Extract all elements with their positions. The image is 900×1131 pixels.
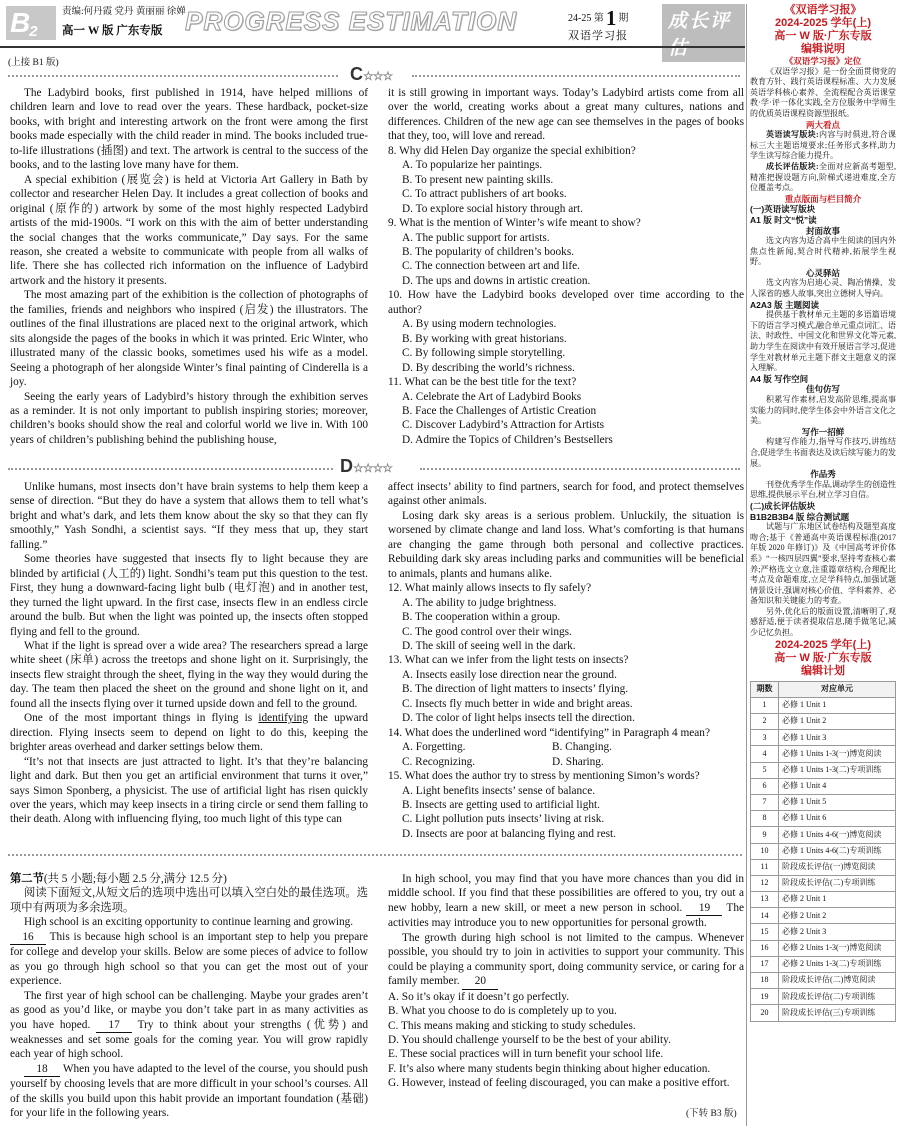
table-row xyxy=(751,956,896,972)
table-cell: 必修 1 Unit 4 xyxy=(779,778,896,794)
table-row xyxy=(751,892,896,908)
section-c-column-2 xyxy=(388,86,744,447)
sidebar: 《双语学习报》 2024-2025 学年(上) 高一 W 版·广东专版 编辑说明 《双语学习报》定位 《双语学习报》是一份全面贯彻党的教育方针、践行英语课程标准、大力发展英语学科核心素养、全流程配合英语课堂教·学·评一体化实践,全方位服务中学师生的优质英语课程资源型报纸。 两大看点 英语读写版块:内容与时俱进,符合课标三大主题语境要求;任务形式多样,助力学生读写综合能力提升。 成长评估版块:全面对应新高考题型,精准把握设题方向,阶梯式递进难度,全方位覆盖考点。 重点版面与栏目简介 (一)英语读写版块 A1 版 时文“悦”读 封面故事 选文内容为适合高中生阅读的国内外焦点性新闻,契合时代精神,拓展学生视野。 心灵驿站 选文内容为启迪心灵、陶冶情操、发人深省的感人故事,突出立德树人导向。 A2A3 版 主题阅读 提供基于教材单元主题的多语篇语境下的语言学习模式,融合单元重点词汇、语法、时政性、中国文化和世界文化等元素,助力学生在阅读中有效开展语言学习,促进学生对教材单元主题下群文主题意义的深入理解。 A4 版 写作空间 佳句仿写 积累写作素材,启发高阶思维,提高事实能力的同时,使学生体会中外语言文化之美。 写作一招鲜 构建写作能力,指导写作技巧,讲练结合,促进学生书面表达及读后续写能力的发展。 作品秀 刊登优秀学生作品,调动学生的创造性思维,提供展示平台,树立学习自信。 (二)成长评估版块 B1B2B3B4 版 综合测试题 试题与广东地区试卷结构及题型高度吻合;基于《普通高中英语课程标准(2017 年版 2020 年修订)》及《中国高考评价体系》“一核四层四翼”要求,坚持考查核心素养;严格选文立意,注重篇章结构,合理配比考点及命题难度,立足学科特点,加强试题情景设计,强调对核心价值、学科素养、必备知识和关键能力的考查。 另外,优化后的版面设置,清晰明了,观感舒适,便于读者提取信息,随手做笔记,减少记忆负担。 2024-2025 学年(上) 高一 W 版·广东专版 编辑计划 期数 对应单元 1 必修 1 Unit 1 2 必修 1 Unit 2 3 必修 1 Unit 3 4 必修 1 Units 1-3(一)博览阅读 5 必修 1 Units 1-3(二)专项训练 6 必修 1 Unit 4 7 必修 1 Unit 5 8 必修 1 Unit 6 9 必修 1 Units 4-6(一)博览阅读 10 必修 1 Units 4-6(二)专项训练 11 阶段成长评估(一)博览阅读 12 阶段成长评估(二)专项训练 13 必修 2 Unit 1 14 必修 2 Unit 2 15 必修 2 Unit 3 16 必修 2 Units 1-3(一)博览阅读 17 必修 2 Units 1-3(二)专项训练 18 阶段成长评估(二)博览阅读 19 阶段成长评估(二)专项训练 20 阶段成长评估(三)专项训练 xyxy=(750,4,896,1022)
table-cell: 18 xyxy=(751,973,779,989)
table-cell: 13 xyxy=(751,892,779,908)
brand-title: PROGRESS ESTIMATION xyxy=(185,6,517,36)
edition-label: 高一 W 版 广东专版 xyxy=(62,25,163,37)
table-cell: 15 xyxy=(751,924,779,940)
table-row xyxy=(751,1005,896,1021)
table-cell: 11 xyxy=(751,859,779,875)
table-cell: 必修 2 Units 1-3(二)专项训练 xyxy=(779,956,896,972)
table-row xyxy=(751,924,896,940)
part2-column-1 xyxy=(10,872,368,1121)
answer-option: B. The popularity of children’s books. xyxy=(402,245,575,258)
blank-16: 16 xyxy=(10,930,46,945)
gap-option: C. This means making and sticking to study schedules. xyxy=(388,1019,636,1032)
paragraph: it is still growing in important ways. Today’s Ladybird artists come from all over the world, creating works about a great many cultures, nations and differences. Children of the new age can see themselves in the pages of books that they, too, will love and reread. xyxy=(388,87,744,143)
answer-option: D. Sharing. xyxy=(552,755,604,768)
question-stem: 9. What is the mention of Winter’s wife meant to show? xyxy=(388,217,641,230)
paragraph: A special exhibition (展览会) is held at Victoria Art Gallery in Bath by collector and researcher Helen Day. It includes a great collection of books and original (原作的) artwork by some of the most highly respected Ladybird artists of the mid-1900s. “I work on this with the aim of better understanding the social changes that the works communicate,” Day says. For the same reason, she created a website to communicate with people from all walks of life. There she has collected rich information on the influence of Ladybird artwork and the history it presents. xyxy=(10,173,368,287)
paragraph: 16 This is because high school is an important step to help you prepare for college and develop your skills. Below are some pieces of advice to follow as you go through high school so that you can get the most out of your experience. xyxy=(10,930,368,988)
table-row xyxy=(751,730,896,746)
question-stem: 15. What does the author try to stress by mentioning Simon’s words? xyxy=(388,770,700,783)
editor-credit: 责编:何丹霞 党丹 黄丽丽 徐婵 xyxy=(62,7,186,17)
paragraph: Unlike humans, most insects don’t have brain systems to help them keep a sense of direction. “But they do have a system that allows them to tell what’s bright and what’s dark, and lets them know about the sky so that they can fly smoothly,” Yash Sondhi, a scientist says. “If they mess that up, they start falling.” xyxy=(10,481,368,551)
table-cell: 7 xyxy=(751,794,779,810)
table-row xyxy=(751,843,896,859)
blank-18: 18 xyxy=(24,1062,60,1077)
blank-17: 17 xyxy=(96,1018,132,1033)
table-cell: 1 xyxy=(751,697,779,713)
sidebar-notes-title: 编辑说明 xyxy=(801,43,845,55)
answer-option: C. The connection between art and life. xyxy=(402,260,580,273)
blank-19: 19 xyxy=(686,901,722,916)
table-row xyxy=(751,908,896,924)
plan-title: 编辑计划 xyxy=(801,664,845,677)
table-cell: 必修 2 Units 1-3(一)博览阅读 xyxy=(779,940,896,956)
table-cell: 必修 1 Units 4-6(一)博览阅读 xyxy=(779,827,896,843)
table-row xyxy=(751,762,896,778)
answer-option: A. Forgetting. xyxy=(402,741,466,754)
table-cell: 17 xyxy=(751,956,779,972)
answer-option: C. Discover Ladybird’s Attraction for Artists xyxy=(402,419,605,432)
blank-20: 20 xyxy=(462,974,498,989)
table-cell: 必修 1 Units 4-6(二)专项训练 xyxy=(779,843,896,859)
answer-option: D. The ups and downs in artistic creation. xyxy=(402,274,591,287)
table-cell: 阶段成长评估(二)博览阅读 xyxy=(779,973,896,989)
sidebar-text: 成长评估版块:全面对应新高考题型,精准把握设题方向,阶梯式递进难度,全方位覆盖考点。 xyxy=(750,161,897,193)
answer-option: C. Insects fly much better in wide and bright areas. xyxy=(402,697,633,710)
paragraph: One of the most important things in flying is identifying the upward direction. Flying insects seem to depend on light to do this, keeping the brighter areas overhead and darker settings below them. xyxy=(10,712,368,754)
table-cell: 3 xyxy=(751,730,779,746)
page-number-badge: $B_2$ xyxy=(6,6,56,40)
table-cell: 必修 1 Units 1-3(二)专项训练 xyxy=(779,762,896,778)
table-cell: 必修 2 Unit 2 xyxy=(779,908,896,924)
issue-info: 24-25 第1 期 双语学习报 xyxy=(568,6,629,42)
section-d-questions xyxy=(388,581,744,841)
answer-option: C. The good control over their wings. xyxy=(402,625,572,638)
divider xyxy=(8,468,333,470)
table-row xyxy=(751,827,896,843)
answer-option: A. Light benefits insects’ sense of balance. xyxy=(402,784,596,797)
gap-option: E. These social practices will in turn benefit your school life. xyxy=(388,1048,664,1061)
table-cell: 8 xyxy=(751,811,779,827)
answer-option-row xyxy=(388,755,744,769)
table-cell: 14 xyxy=(751,908,779,924)
paragraph: In high school, you may find that you have more chances than you did in middle school. If you find that these possibilities are offered to you, try out a new hobby, learn a new skill, or meet a new person in school. 19 The activities may introduce you to new opportunities for personal growth. xyxy=(388,873,744,930)
section-d-column-2 xyxy=(388,480,744,841)
question-stem: 11. What can be the best title for the text? xyxy=(388,376,577,389)
section-badge: 成长评估 xyxy=(662,4,745,62)
answer-option: A. The public support for artists. xyxy=(402,231,550,244)
section-c-questions xyxy=(388,144,744,448)
question-stem: 13. What can we infer from the light tests on insects? xyxy=(388,654,629,667)
sidebar-subtitle: 重点版面与栏目简介 xyxy=(784,193,862,204)
paragraph: affect insects’ ability to find partners, search for food, and protect themselves against other animals. xyxy=(388,481,744,508)
table-cell: 19 xyxy=(751,989,779,1005)
table-cell: 阶段成长评估(二)专项训练 xyxy=(779,989,896,1005)
plan-year: 2024-2025 学年(上) xyxy=(775,638,871,651)
paragraph: The first year of high school can be challenging. Maybe your grades aren’t as good as you’d like, or maybe you don’t take part in as many activities as you have hoped. 17 Try to think about your strengths (优势) and weaknesses and set some goals for the coming year. You will grow rapidly each year of high school. xyxy=(10,989,368,1061)
section-d-title: D☆☆☆☆ xyxy=(340,456,393,476)
paragraph: Some theories have suggested that insects fly to light because they are blinded by artificial (人工的) light. Sondhi’s team put this question to the test. First, they hung a downward-facing light bulb (电灯泡) and in another test, they turned the light upward. In the first case, insects flew in an endless circle around the bulb. But when the light was pointed up, the insects often stopped flying and fell to the ground. xyxy=(10,553,368,638)
sidebar-year: 2024-2025 学年(上) xyxy=(775,17,871,29)
answer-option: C. Recognizing. xyxy=(402,755,476,768)
paragraph: The Ladybird books, first published in 1914, have helped millions of children learn and love to read over the years. These hardback, pocket-size books, with bright and interesting artwork on the front were among the first books made especially with the child reader in mind. The books included true-to-life illustrations (插图) and text. The artwork is central to the success of the books, and to the lasting love many have for them. xyxy=(10,87,368,172)
table-cell: 必修 1 Unit 2 xyxy=(779,714,896,730)
answer-option: A. By using modern technologies. xyxy=(402,318,557,331)
table-row xyxy=(751,714,896,730)
table-cell: 必修 2 Unit 1 xyxy=(779,892,896,908)
table-cell: 阶段成长评估(三)专项训练 xyxy=(779,1005,896,1021)
answer-option: D. Admire the Topics of Children’s Bestsellers xyxy=(402,433,613,446)
answer-option: D. To explore social history through art. xyxy=(402,202,583,215)
answer-option: B. The cooperation within a group. xyxy=(402,611,561,624)
section-c-title: C☆☆☆ xyxy=(350,64,393,84)
question-stem: 12. What mainly allows insects to fly safely? xyxy=(388,582,592,595)
gap-option: B. What you choose to do is completely up to you. xyxy=(388,1005,617,1018)
table-cell: 必修 1 Unit 3 xyxy=(779,730,896,746)
table-cell: 9 xyxy=(751,827,779,843)
answer-option: C. To attract publishers of art books. xyxy=(402,188,567,201)
answer-option: A. Insects easily lose direction near the ground. xyxy=(402,668,617,681)
paragraph: What if the light is spread over a wide area? The researchers spread a large white sheet (床单) across the treetops and shone light on it. Surprisingly, the insects flew straight through the sheet, flying in the way they would during the day. The team then placed the sheet on the ground and shone light on it, and found all the insects flying over it turned upside down and fell to the ground. xyxy=(10,639,368,710)
divider xyxy=(8,854,742,856)
table-row xyxy=(751,778,896,794)
edit-plan-table xyxy=(750,681,896,1022)
answer-option: C. By following simple storytelling. xyxy=(402,347,566,360)
plan-edition: 高一 W 版·广东专版 xyxy=(774,651,872,664)
answer-option: B. To present new painting skills. xyxy=(402,173,554,186)
sidebar-edition: 高一 W 版·广东专版 xyxy=(774,30,872,42)
table-cell: 必修 1 Unit 6 xyxy=(779,811,896,827)
table-cell: 5 xyxy=(751,762,779,778)
answer-option: B. By working with great historians. xyxy=(402,332,567,345)
table-row xyxy=(751,875,896,891)
answer-option: A. Celebrate the Art of Ladybird Books xyxy=(402,390,582,403)
table-cell: 必修 1 Units 1-3(一)博览阅读 xyxy=(779,746,896,762)
sidebar-text: 《双语学习报》是一份全面贯彻党的教育方针、践行英语课程标准、大力发展英语学科核心素养、全流程配合英语课堂教·学·评一体化实践,全方位服务中学师生的优质英语课程资源型报纸。 xyxy=(750,66,896,118)
answer-option: B. Face the Challenges of Artistic Creation xyxy=(402,404,597,417)
header-rule xyxy=(0,46,745,48)
answer-option: B. Changing. xyxy=(552,741,612,754)
table-cell: 必修 1 Unit 1 xyxy=(779,697,896,713)
answer-option: B. Insects are getting used to artificial light. xyxy=(402,798,600,811)
divider xyxy=(420,468,740,470)
divider xyxy=(412,75,740,77)
question-stem: 10. How have the Ladybird books developed over time according to the author? xyxy=(388,289,744,316)
gap-option: D. You should challenge yourself to be the best of your ability. xyxy=(388,1033,671,1046)
paragraph: Seeing the early years of Ladybird’s history through the exhibition serves as a reminder. It is not only important to publish inspiring stories; moreover, children’s books should show the real and colorful world we live in. With 100 years of children’s publishing behind the publishing house, xyxy=(10,390,368,446)
underlined-word: identifying xyxy=(258,712,308,725)
sidebar-subtitle: 两大看点 xyxy=(805,119,840,130)
table-cell: 必修 2 Unit 3 xyxy=(779,924,896,940)
gap-option: A. So it’s okay if it doesn’t go perfectly. xyxy=(388,990,570,1003)
table-cell: 必修 1 Unit 5 xyxy=(779,794,896,810)
section-d-column-1 xyxy=(10,480,368,827)
answer-option: D. The color of light helps insects tell the direction. xyxy=(402,712,635,725)
paragraph: High school is an exciting opportunity to continue learning and growing. xyxy=(24,916,354,929)
paragraph: The growth during high school is not limited to the campus. Whenever possible, you should try to join in activities to support your community. This could be playing a community sport, doing community service, or caring for a family member. 20 xyxy=(388,931,744,990)
table-row xyxy=(751,811,896,827)
continued-to: (下转 B3 版) xyxy=(686,1109,737,1119)
table-cell: 6 xyxy=(751,778,779,794)
table-row xyxy=(751,794,896,810)
part2-heading: 第二节(共 5 小题;每小题 2.5 分,满分 12.5 分) xyxy=(10,873,227,885)
table-row xyxy=(751,973,896,989)
section-c-column-1 xyxy=(10,86,368,447)
answer-option-row xyxy=(388,740,744,754)
divider xyxy=(8,75,338,77)
table-header: 期数 xyxy=(751,681,779,697)
instruction: 阅读下面短文,从短文后的选项中选出可以填入空白处的最佳选项。选项中有两项为多余选项。 xyxy=(10,887,368,914)
table-cell: 10 xyxy=(751,843,779,859)
answer-option: D. The skill of seeing well in the dark. xyxy=(402,639,576,652)
answer-option: A. The ability to judge brightness. xyxy=(402,596,557,609)
table-cell: 阶段成长评估(一)博览阅读 xyxy=(779,859,896,875)
sidebar-divider xyxy=(746,4,747,1126)
gap-option: F. It’s also where many students begin thinking about higher education. xyxy=(388,1062,711,1075)
sidebar-title: 《双语学习报》 xyxy=(784,4,862,16)
paragraph: The most amazing part of the exhibition is the collection of photographs of the families, friends and neighbors who inspired (启发) the illustrators. The outlines of the final illustrations are placed next to the original artwork, which sits alongside the pages of the books in which it was printed. Eric Winter, who illustrated many of the classic books, sometimes used his wife as a model. Seeing a photograph of her alongside Winter’s final painting of Cinderella is a joy. xyxy=(10,289,368,389)
gap-option: G. However, instead of feeling discouraged, you can make a positive effort. xyxy=(388,1077,730,1090)
table-cell: 20 xyxy=(751,1005,779,1021)
paragraph: “It’s not that insects are just attracted to light. It’s that they’re balancing light and dark. But then you get an artificial environment that turns it over,” says Simon Sponberg, a physicist. The use of artificial light has risen quickly over the years, which may keep insects in a tiring circle or send them falling to their death. Along with influencing flying, too much light of this type can xyxy=(10,755,368,826)
question-stem: 14. What does the underlined word “identifying” in Paragraph 4 mean? xyxy=(388,726,710,739)
answer-option: C. Light pollution puts insects’ living at risk. xyxy=(402,813,605,826)
part2-column-2 xyxy=(388,872,744,1091)
table-header: 对应单元 xyxy=(779,681,896,697)
table-row xyxy=(751,746,896,762)
table-cell: 2 xyxy=(751,714,779,730)
table-cell: 16 xyxy=(751,940,779,956)
answer-option: A. To popularize her paintings. xyxy=(402,159,543,172)
table-cell: 4 xyxy=(751,746,779,762)
continued-from: (上接 B1 版) xyxy=(8,58,59,68)
table-cell: 12 xyxy=(751,875,779,891)
answer-option: B. The direction of light matters to insects’ flying. xyxy=(402,683,629,696)
paragraph: Losing dark sky areas is a serious problem. Unluckily, the situation is worsened by climate change and land loss. What’s comforting is that humans are changing the game through both personal and collective practices. Rebuilding dark sky areas including parks and communities will be beneficial to animals, plants and humans alike. xyxy=(388,509,744,580)
sidebar-text: 英语读写版块:内容与时俱进,符合课标三大主题语境要求;任务形式多样,助力学生读写综合能力提升。 xyxy=(750,130,897,161)
question-stem: 8. Why did Helen Day organize the special exhibition? xyxy=(388,144,636,157)
part2-options xyxy=(388,990,744,1091)
table-row xyxy=(751,697,896,713)
table-row xyxy=(751,940,896,956)
page-header xyxy=(0,0,745,59)
answer-option: D. Insects are poor at balancing flying and rest. xyxy=(402,827,616,840)
table-cell: 阶段成长评估(二)专项训练 xyxy=(779,875,896,891)
paragraph: 18 When you have adapted to the level of the course, you should push yourself by choosing levels that are more difficult in your school’s courses. All of the skills you build upon this habit provide an important foundation (基础) for your life in the following years. xyxy=(10,1062,368,1120)
table-row xyxy=(751,859,896,875)
table-row xyxy=(751,989,896,1005)
answer-option: D. By describing the world’s richness. xyxy=(402,361,575,374)
sidebar-subtitle: 《双语学习报》定位 xyxy=(784,56,862,66)
